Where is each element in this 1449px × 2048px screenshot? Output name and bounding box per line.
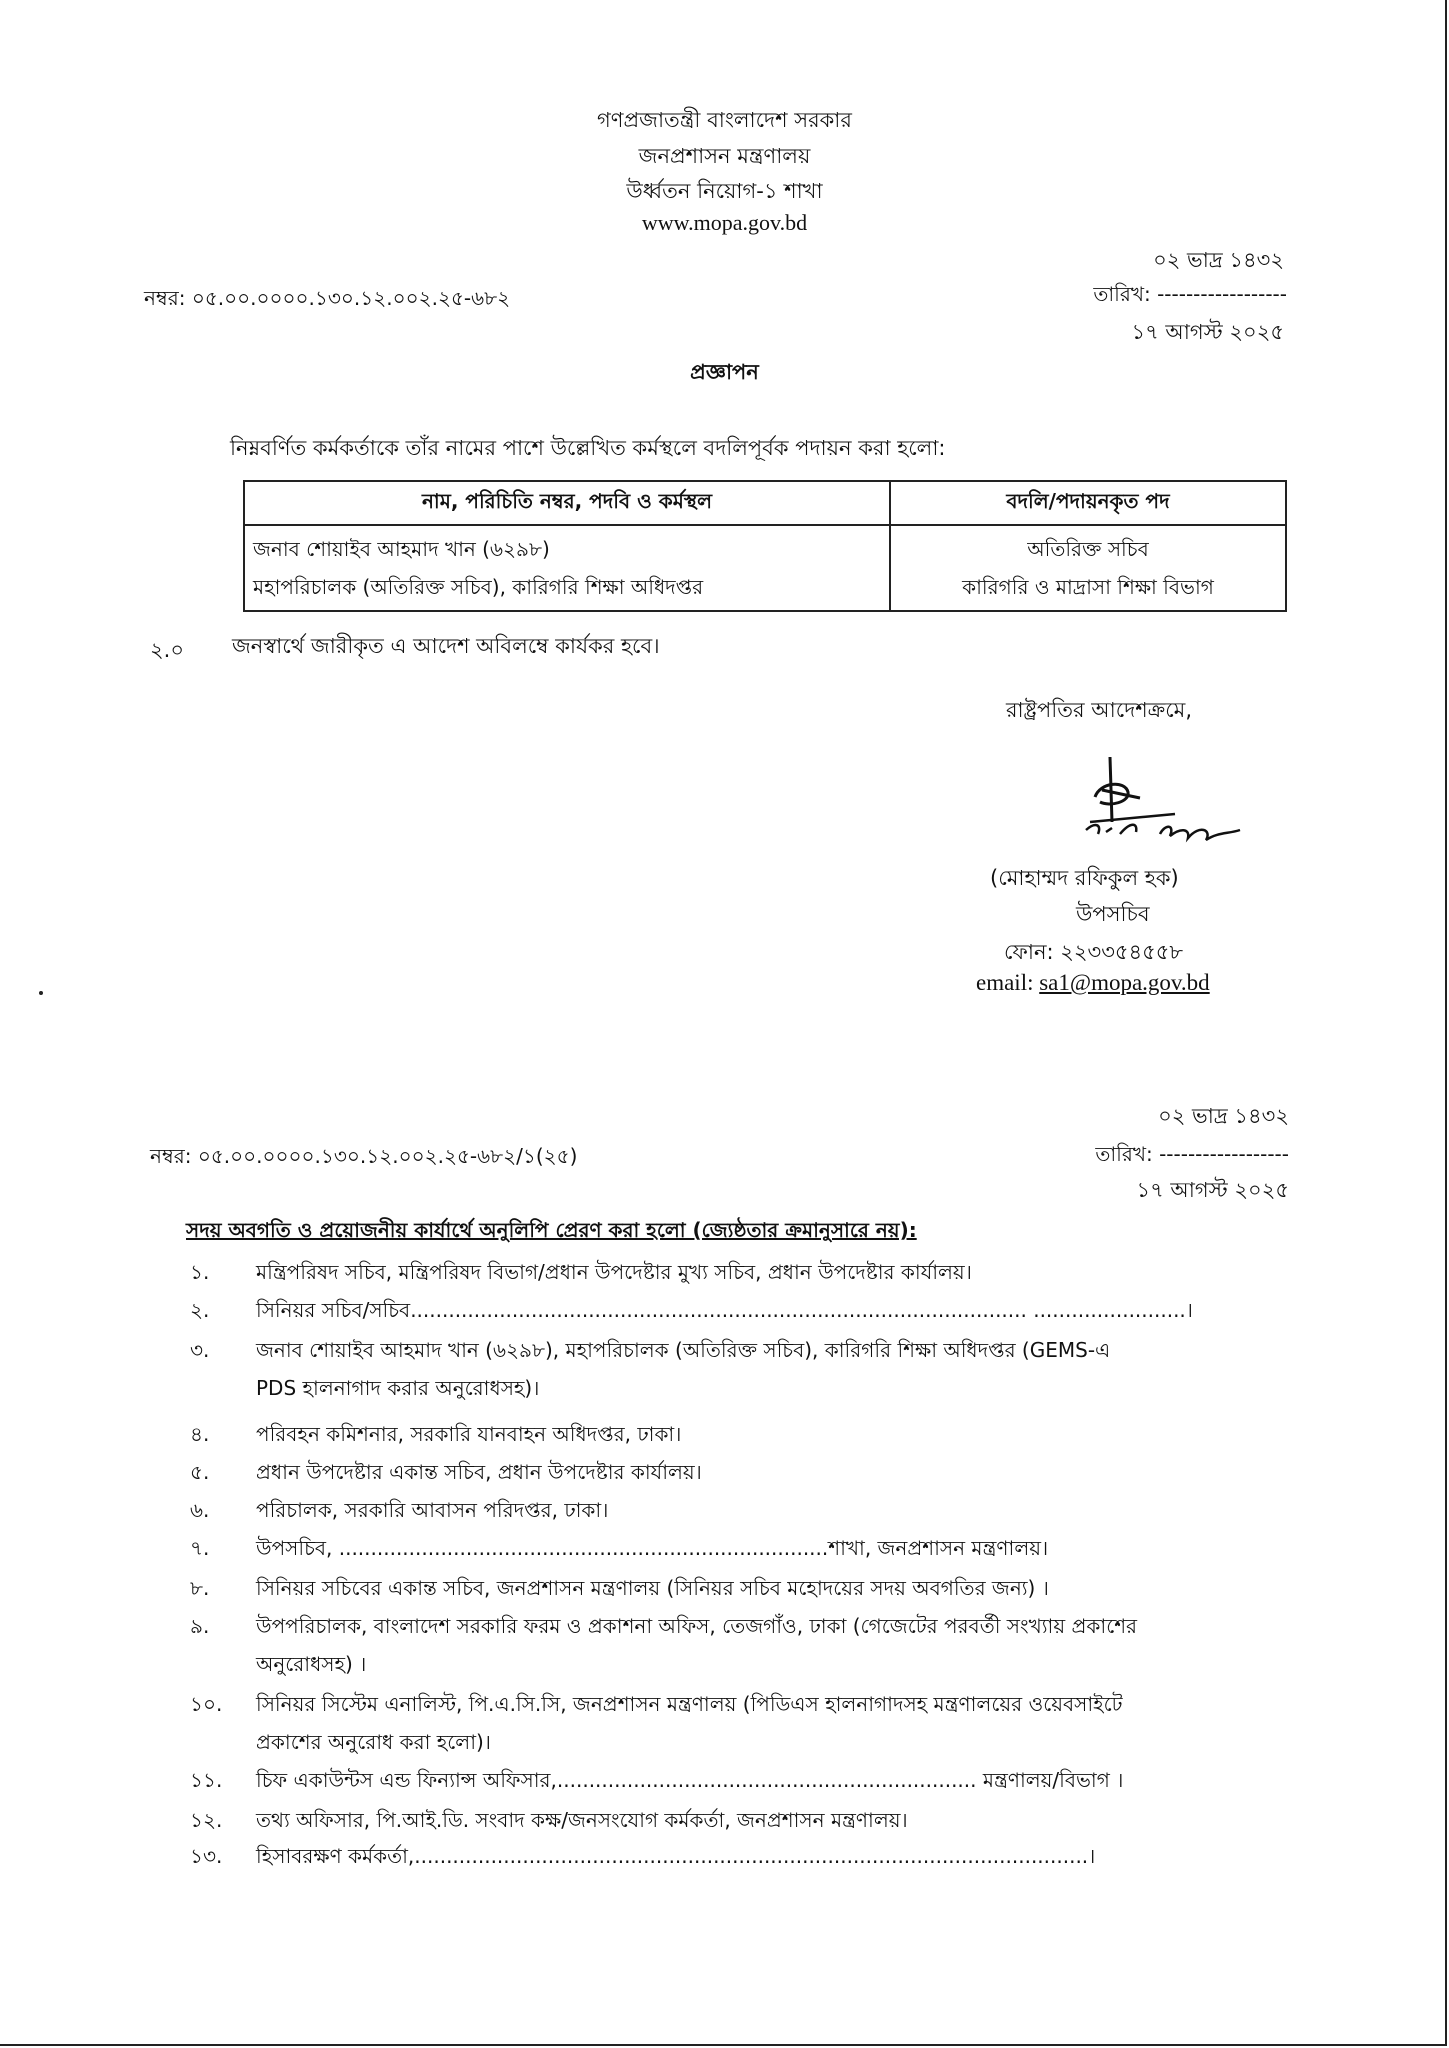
copy-item-text: হিসাবরক্ষণ কর্মকর্তা,..........................................................................................................। [256, 1844, 1096, 1868]
copy-item-number: ৪. [190, 1422, 210, 1446]
email-label: email: [976, 970, 1034, 995]
date-bangla: ০২ ভাদ্র ১৪৩২ [1153, 248, 1284, 272]
copy-item-text: সিনিয়র সচিবের একান্ত সচিব, জনপ্রশাসন মন্ত্রণালয় (সিনিয়র সচিব মহোদয়ের সদয় অবগতির জন্য) । [256, 1576, 1049, 1600]
copy-item-text: অনুরোধসহ) । [256, 1652, 367, 1676]
copy-item-text: সিনিয়র সচিব/সচিব................................................................................................. ........................। [256, 1298, 1193, 1322]
date-english-2: ১৭ আগস্ট ২০২৫ [1136, 1178, 1289, 1202]
officer-info-cell [244, 525, 890, 611]
new-post-cell [890, 525, 1286, 611]
date-english: ১৭ আগস্ট ২০২৫ [1131, 320, 1284, 344]
clause-number: ২.০ [150, 638, 184, 662]
copy-item-text: সিনিয়র সিস্টেম এনালিস্ট, পি.এ.সি.সি, জনপ্রশাসন মন্ত্রণালয় (পিডিএস হালনাগাদসহ মন্ত্রণালয়ের ওয়েবসাইটে [256, 1692, 1123, 1716]
signatory-email [976, 970, 1210, 996]
website-link[interactable]: www.mopa.gov.bd [641, 210, 808, 235]
copy-item-number: ৫. [190, 1460, 210, 1484]
copy-item-text: পরিবহন কমিশনার, সরকারি যানবাহন অধিদপ্তর, ঢাকা। [256, 1422, 682, 1446]
date-label: তারিখ: ------------------ [1093, 282, 1287, 306]
ministry-name: জনপ্রশাসন মন্ত্রণালয় [638, 144, 811, 168]
notice-title: প্রজ্ঞাপন [690, 360, 759, 384]
date-bangla-2: ০২ ভাদ্র ১৪৩২ [1158, 1104, 1289, 1128]
copy-item-number: ৭. [190, 1536, 210, 1560]
copy-item-number: ১. [190, 1260, 210, 1284]
officer-current-post: মহাপরিচালক (অতিরিক্ত সচিব), কারিগরি শিক্ষা অধিদপ্তর [253, 575, 704, 599]
date-label-2: তারিখ: ------------------ [1095, 1142, 1289, 1166]
copy-item-text: PDS হালনাগাদ করার অনুরোধসহ)। [256, 1376, 540, 1400]
memo-number: নম্বর: ০৫.০০.০০০০.১৩০.১২.০০২.২৫-৬৮২ [144, 286, 511, 310]
copy-item-number: ৯. [190, 1614, 210, 1638]
copy-item-text: প্রধান উপদেষ্টার একান্ত সচিব, প্রধান উপদেষ্টার কার্যালয়। [256, 1460, 702, 1484]
copy-item-number: ১২. [190, 1808, 223, 1832]
copy-item-text: জনাব শোয়াইব আহমাদ খান (৬২৯৮), মহাপরিচালক (অতিরিক্ত সচিব), কারিগরি শিক্ষা অধিদপ্তর (GEMS-এ [256, 1338, 1111, 1362]
president-order: রাষ্ট্রপতির আদেশক্রমে, [1006, 698, 1192, 722]
copy-item-number: ১৩. [190, 1844, 223, 1868]
signatory-phone: ফোন: ২২৩৩৫৪৫৫৮ [1004, 940, 1183, 964]
copy-item-number: ৩. [190, 1338, 210, 1362]
copy-item-text: চিফ একাউন্টস এন্ড ফিন্যান্স অফিসার,.................................................................. মন্ত্রণালয়/বিভাগ । [256, 1768, 1124, 1792]
table-header-cell: বদলি/পদায়নকৃত পদ [890, 481, 1286, 525]
officer-name: জনাব শোয়াইব আহমাদ খান (৬২৯৮) [253, 537, 550, 561]
signatory-name: (মোহাম্মদ রফিকুল হক) [990, 866, 1179, 890]
new-post-title: অতিরিক্ত সচিব [1027, 537, 1149, 561]
copy-item-text: প্রকাশের অনুরোধ করা হলো)। [256, 1730, 491, 1754]
copy-item-text: মন্ত্রিপরিষদ সচিব, মন্ত্রিপরিষদ বিভাগ/প্রধান উপদেষ্টার মুখ্য সচিব, প্রধান উপদেষ্টার কার্যালয়। [256, 1260, 972, 1284]
copy-item-number: ২. [190, 1298, 210, 1322]
copy-heading: সদয় অবগতি ও প্রয়োজনীয় কার্যার্থে অনুলিপি প্রেরণ করা হলো (জ্যেষ্ঠতার ক্রমানুসারে নয়): [186, 1218, 917, 1242]
signatory-designation: উপসচিব [1076, 902, 1150, 926]
copy-item-number: ১০. [190, 1692, 223, 1716]
new-post-division: কারিগরি ও মাদ্রাসা শিক্ষা বিভাগ [962, 575, 1214, 599]
copy-item-text: উপপরিচালক, বাংলাদেশ সরকারি ফরম ও প্রকাশনা অফিস, তেজগাঁও, ঢাকা (গেজেটের পরবর্তী সংখ্যায় প্রকাশের [256, 1614, 1138, 1638]
copy-item-number: ৬. [190, 1498, 210, 1522]
copy-item-text: উপসচিব, .............................................................................শাখা, জনপ্রশাসন মন্ত্রণালয়। [256, 1536, 1049, 1560]
copy-item-text: তথ্য অফিসার, পি.আই.ডি. সংবাদ কক্ষ/জনসংযোগ কর্মকর্তা, জনপ্রশাসন মন্ত্রণালয়। [256, 1808, 908, 1832]
intro-text: নিম্নবর্ণিত কর্মকর্তাকে তাঁর নামের পাশে উল্লেখিত কর্মস্থলে বদলিপূর্বক পদায়ন করা হলো: [230, 436, 946, 460]
stray-dot [39, 991, 43, 995]
posting-table [243, 480, 1287, 612]
table-header-cell: নাম, পরিচিতি নম্বর, পদবি ও কর্মস্থল [244, 481, 890, 525]
copy-item-text: পরিচালক, সরকারি আবাসন পরিদপ্তর, ঢাকা। [256, 1498, 609, 1522]
email-link[interactable]: sa1@mopa.gov.bd [1039, 970, 1210, 995]
memo-number-2: নম্বর: ০৫.০০.০০০০.১৩০.১২.০০২.২৫-৬৮২/১(২৫) [150, 1144, 578, 1168]
copy-item-number: ১১. [190, 1768, 223, 1792]
signature-image [1040, 752, 1250, 852]
table-row [244, 525, 1286, 611]
section-name: উর্ধ্বতন নিয়োগ-১ শাখা [626, 179, 823, 203]
clause-text: জনস্বার্থে জারীকৃত এ আদেশ অবিলম্বে কার্যকর হবে। [232, 634, 660, 658]
table-header-row [244, 481, 1286, 525]
government-title: গণপ্রজাতন্ত্রী বাংলাদেশ সরকার [597, 108, 852, 132]
copy-item-number: ৮. [190, 1576, 210, 1600]
